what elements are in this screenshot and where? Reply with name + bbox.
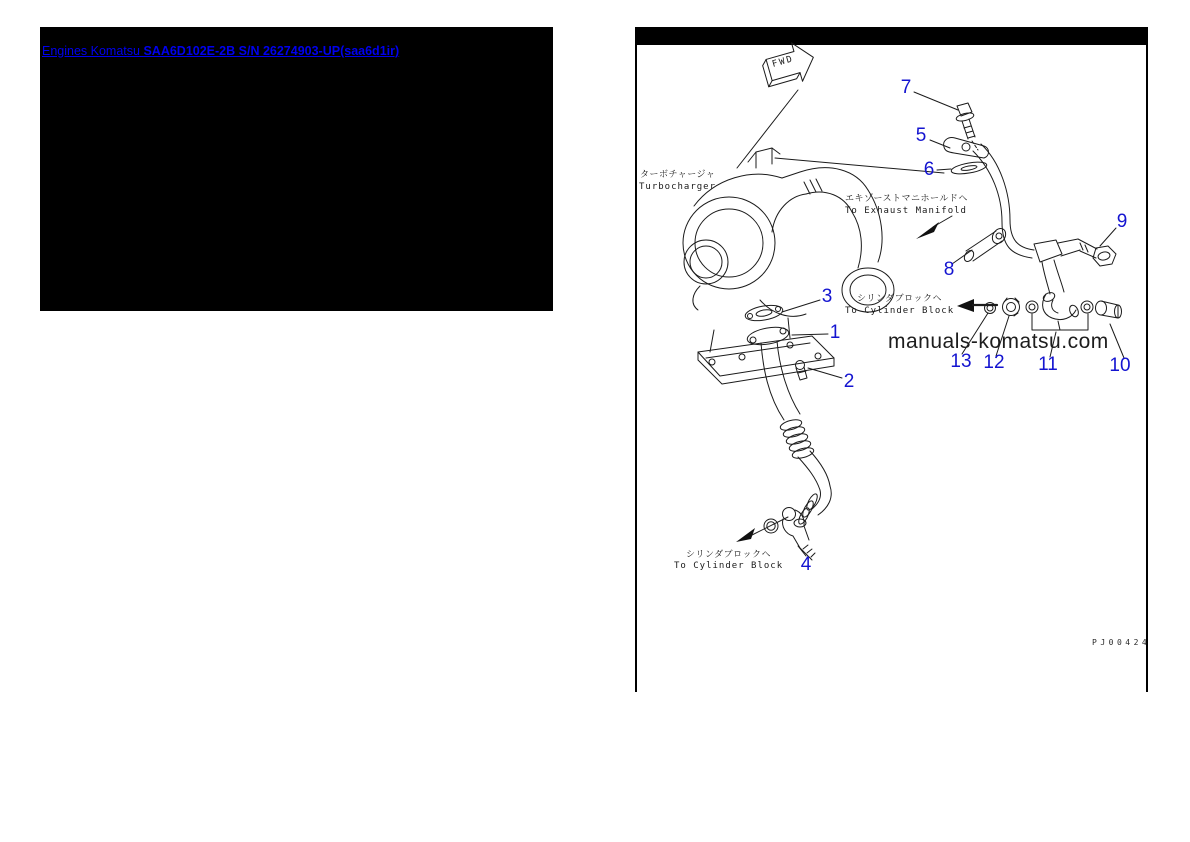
- label-exhaust-manifold-jp: エキゾーストマニホールドヘ: [845, 194, 968, 204]
- direction-arrows: [736, 216, 997, 542]
- callout-7[interactable]: 7: [900, 77, 912, 98]
- callout-3[interactable]: 3: [821, 286, 833, 307]
- callout-6[interactable]: 6: [923, 159, 935, 180]
- connector-tube-8-drawing: [962, 226, 1008, 263]
- drawing-code: PJ00424: [1092, 638, 1151, 647]
- oil-supply-pipe-drawing: [944, 103, 1116, 294]
- callout-2[interactable]: 2: [843, 371, 855, 392]
- label-cylinder-block-bottom-jp: シリンダブロックヘ: [686, 550, 771, 560]
- assembly-line-top: [737, 90, 798, 168]
- label-cylinder-block-mid-jp: シリンダブロックヘ: [857, 294, 942, 304]
- label-cylinder-block-mid-en: To Cylinder Block: [845, 306, 955, 316]
- site-watermark: manuals-komatsu.com: [888, 330, 1109, 353]
- callout-9[interactable]: 9: [1116, 211, 1128, 232]
- callout-10[interactable]: 10: [1109, 355, 1131, 376]
- oil-drain-tube-drawing: [744, 303, 831, 527]
- callout-8[interactable]: 8: [943, 259, 955, 280]
- fwd-arrow-label: FWD: [771, 54, 796, 70]
- callout-1[interactable]: 1: [829, 322, 841, 343]
- callout-12[interactable]: 12: [983, 352, 1005, 373]
- callout-11[interactable]: 11: [1038, 354, 1058, 375]
- callout-13[interactable]: 13: [950, 351, 972, 372]
- callout-5[interactable]: 5: [915, 125, 927, 146]
- label-exhaust-manifold-en: To Exhaust Manifold: [845, 206, 967, 216]
- cylinder-block-fittings-drawing: [985, 291, 1122, 330]
- label-turbocharger-en: Turbocharger: [639, 182, 717, 192]
- callout-leader-lines: [775, 92, 1124, 556]
- title-link-prefix: Engines Komatsu: [42, 44, 144, 58]
- label-turbocharger-jp: ターボチャージャ: [640, 170, 716, 180]
- label-cylinder-block-bottom-en: To Cylinder Block: [674, 561, 784, 571]
- title-link-model: SAA6D102E-2B S/N 26274903-UP(saa6d1ir): [143, 44, 400, 58]
- callout-4[interactable]: 4: [800, 554, 812, 575]
